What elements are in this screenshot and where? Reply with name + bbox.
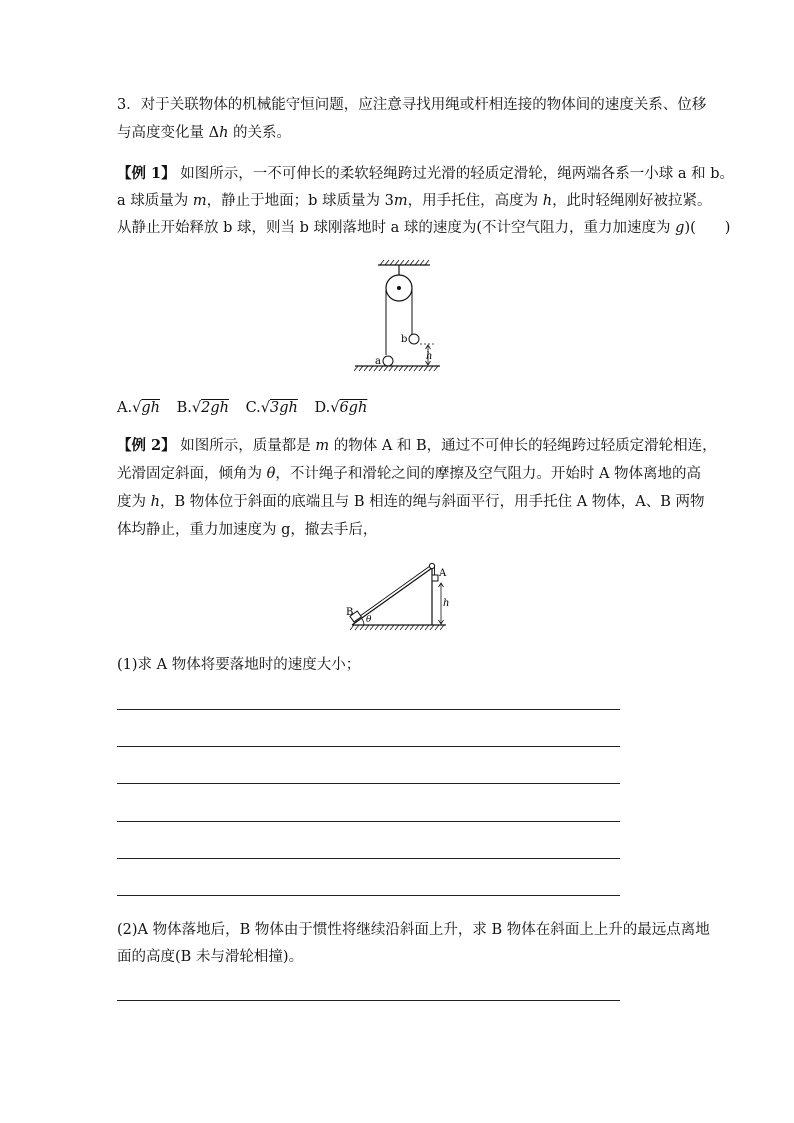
text: 如图所示，一不可伸长的柔软轻绳跨过光滑的轻质定滑轮，绳两端各系一小球 a 和 b。 (175, 166, 735, 182)
example2-tag: 【例 2】 (117, 437, 176, 454)
question-1: (1)求 A 物体将要落地时的速度大小； (117, 657, 361, 673)
label-h: h (443, 598, 450, 609)
var-g: g (675, 220, 685, 236)
choice-d-radicand: 6gh (339, 400, 368, 416)
example2-line1 (117, 436, 717, 456)
point3-line1: 3．对于关联物体的机械能守恒问题，应注意寻找用绳或杆相连接的物体间的速度关系、位移 (117, 97, 707, 113)
text: 与高度变化量 Δ (117, 125, 220, 141)
example1-choices (117, 398, 379, 418)
point3-line2 (117, 123, 687, 143)
var-m: m (315, 438, 330, 454)
question-2-line2: 面的高度(B 未与滑轮相撞)。 (117, 949, 304, 965)
text: ，此时轻绳刚好被拉紧。 (552, 193, 712, 209)
example1-tag: 【例 1】 (117, 165, 176, 182)
text: 光滑固定斜面，倾角为 (117, 466, 267, 482)
label-h: h (426, 351, 433, 362)
text: ，B 物体位于斜面的底端且与 B 相连的绳与斜面平行，用手托住 A 物体，A、B 两物 (159, 494, 705, 510)
example2-line3 (117, 492, 705, 512)
choice-a-radicand: gh (141, 400, 160, 416)
text: ，静止于地面；b 球质量为 3 (206, 193, 394, 209)
label-b: b (401, 334, 408, 345)
var-m: m (192, 193, 207, 209)
label-theta: θ (366, 615, 372, 625)
example1-line2 (117, 191, 712, 211)
choice-a-label: A. (117, 400, 133, 416)
answer-line[interactable] (117, 783, 620, 784)
choice-b-label: B. (176, 400, 192, 416)
var-h: h (542, 193, 553, 209)
answer-line[interactable] (117, 895, 620, 896)
example1-line1 (117, 164, 735, 184)
label-B: B (346, 607, 354, 618)
choice-b-radicand: 2gh (201, 400, 229, 416)
answer-line[interactable] (117, 709, 620, 710)
choice-a[interactable]: A.√gh (117, 400, 160, 416)
answer-line[interactable] (117, 746, 620, 747)
var-h: h (150, 494, 160, 510)
choice-c-radicand: 3gh (270, 400, 298, 416)
label-a: a (375, 356, 381, 367)
text: 从静止开始释放 b 球，则当 b 球刚落地时 a 球的速度为(不计空气阻力，重力加速度为 (117, 220, 676, 236)
var-m: m (393, 193, 408, 209)
choice-d[interactable]: D.√6gh (314, 400, 368, 416)
text: )( ) (684, 220, 731, 236)
text: 的关系。 (228, 125, 292, 141)
example2-line2 (117, 464, 702, 484)
text: 的物体 A 和 B，通过不可伸长的轻绳跨过轻质定滑轮相连， (329, 438, 717, 454)
text: 如图所示，质量都是 (175, 438, 316, 454)
choice-d-label: D. (314, 400, 331, 416)
answer-line[interactable] (117, 1000, 620, 1001)
var-theta: θ (266, 466, 276, 482)
pulley-figure (350, 258, 444, 376)
answer-line[interactable] (117, 858, 620, 859)
label-A: A (439, 568, 447, 579)
text: a 球质量为 (117, 193, 193, 209)
text: ，用手托住，高度为 (407, 193, 543, 209)
example2-line4: 体均静止，重力加速度为 g，撤去手后， (117, 522, 378, 538)
var-h: h (219, 125, 229, 141)
example1-line3 (117, 218, 731, 238)
choice-b[interactable]: B.√2gh (176, 400, 229, 416)
choice-c[interactable]: C.√3gh (245, 400, 298, 416)
choice-c-label: C. (245, 400, 261, 416)
answer-line[interactable] (117, 821, 620, 822)
text: ，不计绳子和滑轮之间的摩擦及空气阻力。开始时 A 物体离地的高 (275, 466, 702, 482)
question-2-line1: (2)A 物体落地后，B 物体由于惯性将继续沿斜面上升，求 B 物体在斜面上上升的最远点离地 (117, 922, 710, 938)
text: 度为 (117, 494, 151, 510)
incline-figure (342, 560, 454, 632)
